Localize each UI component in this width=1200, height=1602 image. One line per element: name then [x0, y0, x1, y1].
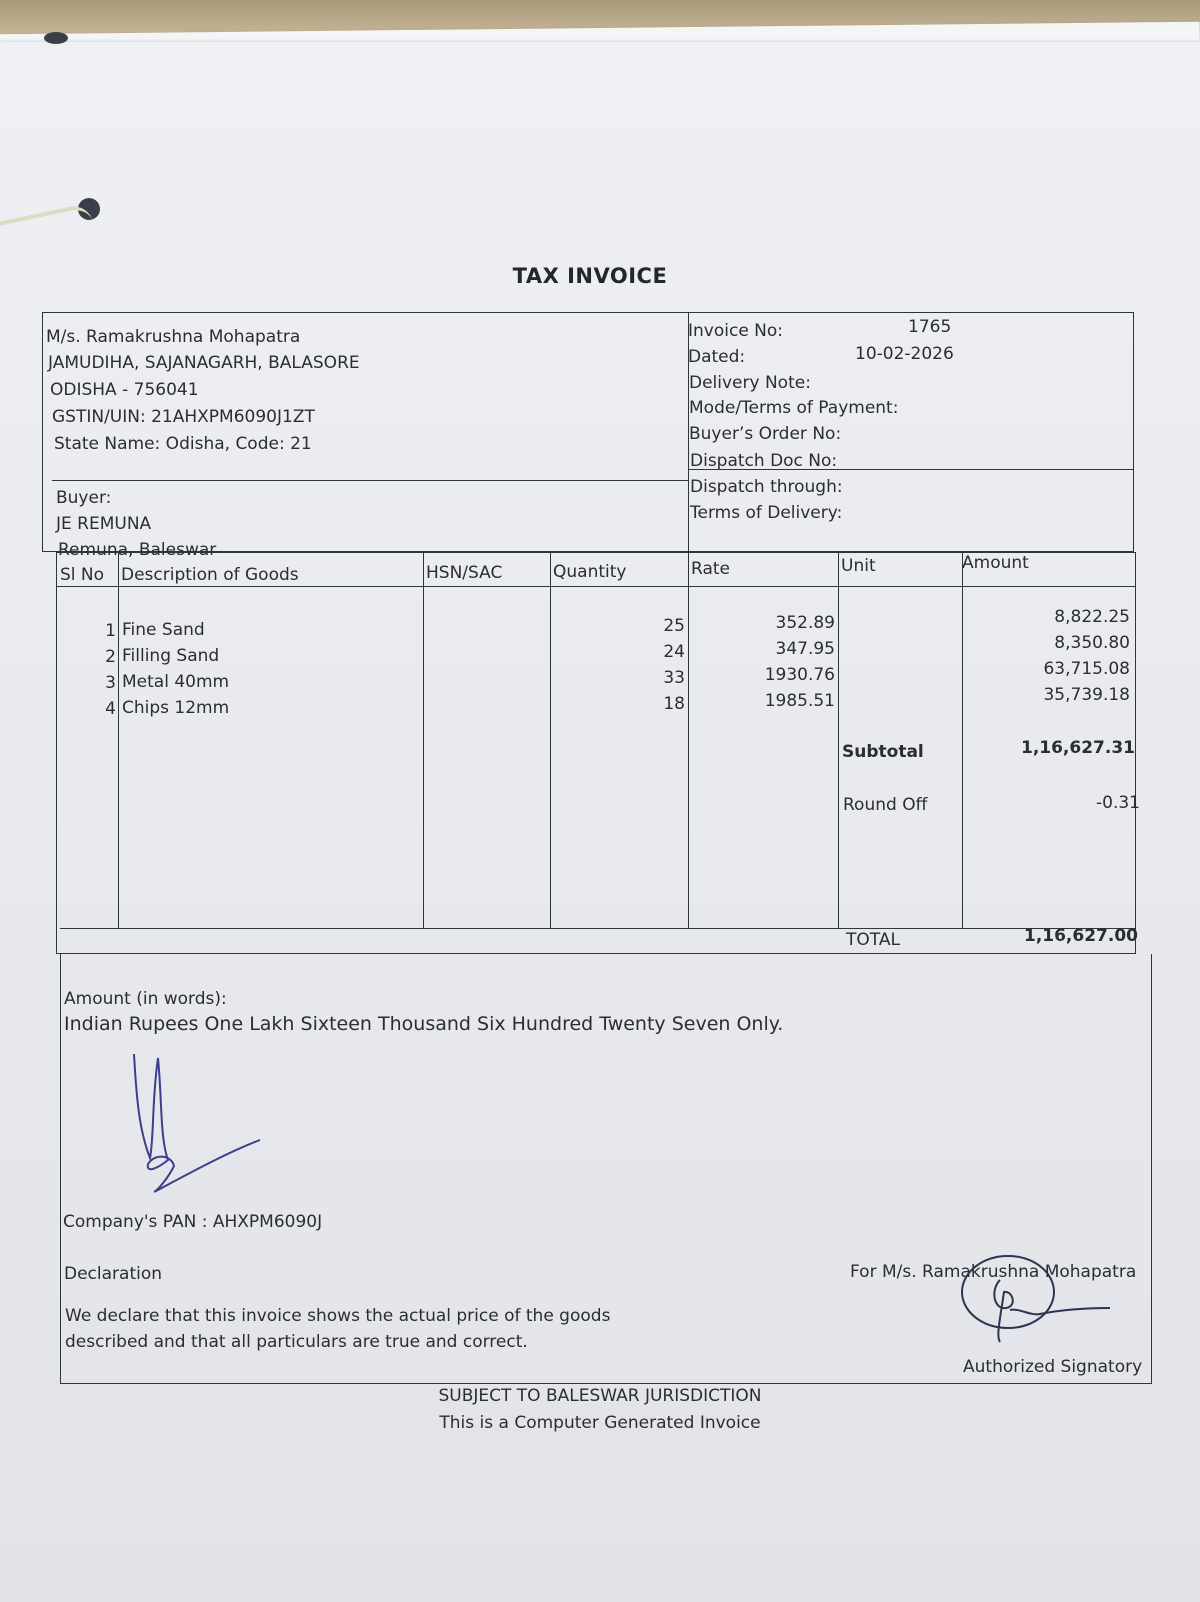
round-off-value: -0.31 [1096, 793, 1140, 813]
stamp-signature-icon [960, 1250, 1110, 1350]
seller-address-line1: JAMUDIHA, SAJANAGARH, BALASORE [48, 353, 360, 373]
row-rate: 352.89 [775, 613, 835, 633]
items-header-divider [56, 586, 1136, 587]
header-quantity: Quantity [553, 562, 627, 582]
row-sl: 4 [105, 699, 116, 719]
amount-in-words-label: Amount (in words): [64, 989, 227, 1009]
computer-generated-note: This is a Computer Generated Invoice [439, 1413, 761, 1433]
seller-state: State Name: Odisha, Code: 21 [54, 434, 312, 454]
row-quantity: 24 [663, 642, 685, 662]
header-unit: Unit [841, 556, 876, 576]
declaration-line2: described and that all particulars are true and correct. [65, 1332, 528, 1352]
col-divider-unit [962, 552, 963, 928]
delivery-note-label: Delivery Note: [689, 373, 811, 393]
dispatch-through-label: Dispatch through: [690, 477, 843, 497]
payment-terms-label: Mode/Terms of Payment: [689, 398, 899, 418]
row-sl: 1 [105, 621, 116, 641]
amount-in-words: Indian Rupees One Lakh Sixteen Thousand Six Hundred Twenty Seven Only. [64, 1013, 784, 1035]
row-amount: 35,739.18 [1043, 685, 1130, 705]
declaration-line1: We declare that this invoice shows the actual price of the goods [65, 1306, 611, 1326]
total-label: TOTAL [846, 930, 900, 950]
row-quantity: 33 [663, 668, 685, 688]
dated-value: 10-02-2026 [855, 344, 954, 364]
jurisdiction-note: SUBJECT TO BALESWAR JURISDICTION [438, 1386, 762, 1406]
for-company: For M/s. Ramakrushna Mohapatra [850, 1262, 1137, 1282]
header-rate: Rate [691, 559, 730, 579]
signature-icon [128, 1048, 268, 1198]
col-divider-rate [838, 552, 839, 928]
total-value: 1,16,627.00 [1023, 926, 1138, 946]
seller-name: M/s. Ramakrushna Mohapatra [46, 327, 301, 347]
buyer-name: JE REMUNA [56, 514, 152, 534]
col-divider-qty [688, 552, 689, 928]
header-hsn: HSN/SAC [426, 563, 503, 583]
terms-delivery-label: Terms of Delivery: [690, 503, 843, 523]
row-sl: 3 [105, 673, 116, 693]
row-rate: 1930.76 [764, 665, 835, 685]
total-divider [60, 928, 1136, 929]
subtotal-value: 1,16,627.31 [1020, 738, 1135, 758]
authorized-signatory: Authorized Signatory [963, 1357, 1143, 1377]
invoice-title: TAX INVOICE [512, 264, 668, 288]
header-description: Description of Goods [121, 565, 299, 585]
row-rate: 347.95 [775, 639, 835, 659]
col-divider-hsn [550, 552, 551, 928]
row-description: Metal 40mm [122, 672, 230, 692]
items-table [56, 552, 1136, 954]
subtotal-label: Subtotal [842, 742, 924, 762]
header-sl: Sl No [60, 565, 105, 585]
seller-address-line2: ODISHA - 756041 [50, 380, 199, 400]
round-off-label: Round Off [843, 795, 928, 815]
row-amount: 8,822.25 [1054, 607, 1130, 627]
seller-gstin: GSTIN/UIN: 21AHXPM6090J1ZT [52, 407, 315, 427]
dated-label: Dated: [688, 347, 746, 367]
row-amount: 63,715.08 [1043, 659, 1130, 679]
col-divider-sl [118, 552, 119, 928]
header-amount: Amount [962, 553, 1029, 573]
dispatch-doc-label: Dispatch Doc No: [690, 451, 838, 471]
row-rate: 1985.51 [764, 691, 835, 711]
row-description: Chips 12mm [122, 698, 230, 718]
declaration-label: Declaration [64, 1264, 163, 1284]
row-amount: 8,350.80 [1054, 633, 1130, 653]
col-divider-desc [423, 552, 424, 928]
seller-buyer-divider [52, 480, 688, 481]
row-quantity: 18 [663, 694, 685, 714]
row-description: Filling Sand [122, 646, 220, 666]
row-quantity: 25 [663, 616, 685, 636]
row-sl: 2 [105, 647, 116, 667]
company-pan: Company's PAN : AHXPM6090J [63, 1212, 323, 1232]
buyer-order-label: Buyer’s Order No: [689, 424, 842, 444]
row-description: Fine Sand [122, 620, 205, 640]
buyer-label: Buyer: [56, 488, 112, 508]
invoice-no-value: 1765 [908, 317, 952, 337]
buyer-address: Remuna, Baleswar [58, 540, 217, 560]
invoice-no-label: Invoice No: [688, 321, 784, 341]
